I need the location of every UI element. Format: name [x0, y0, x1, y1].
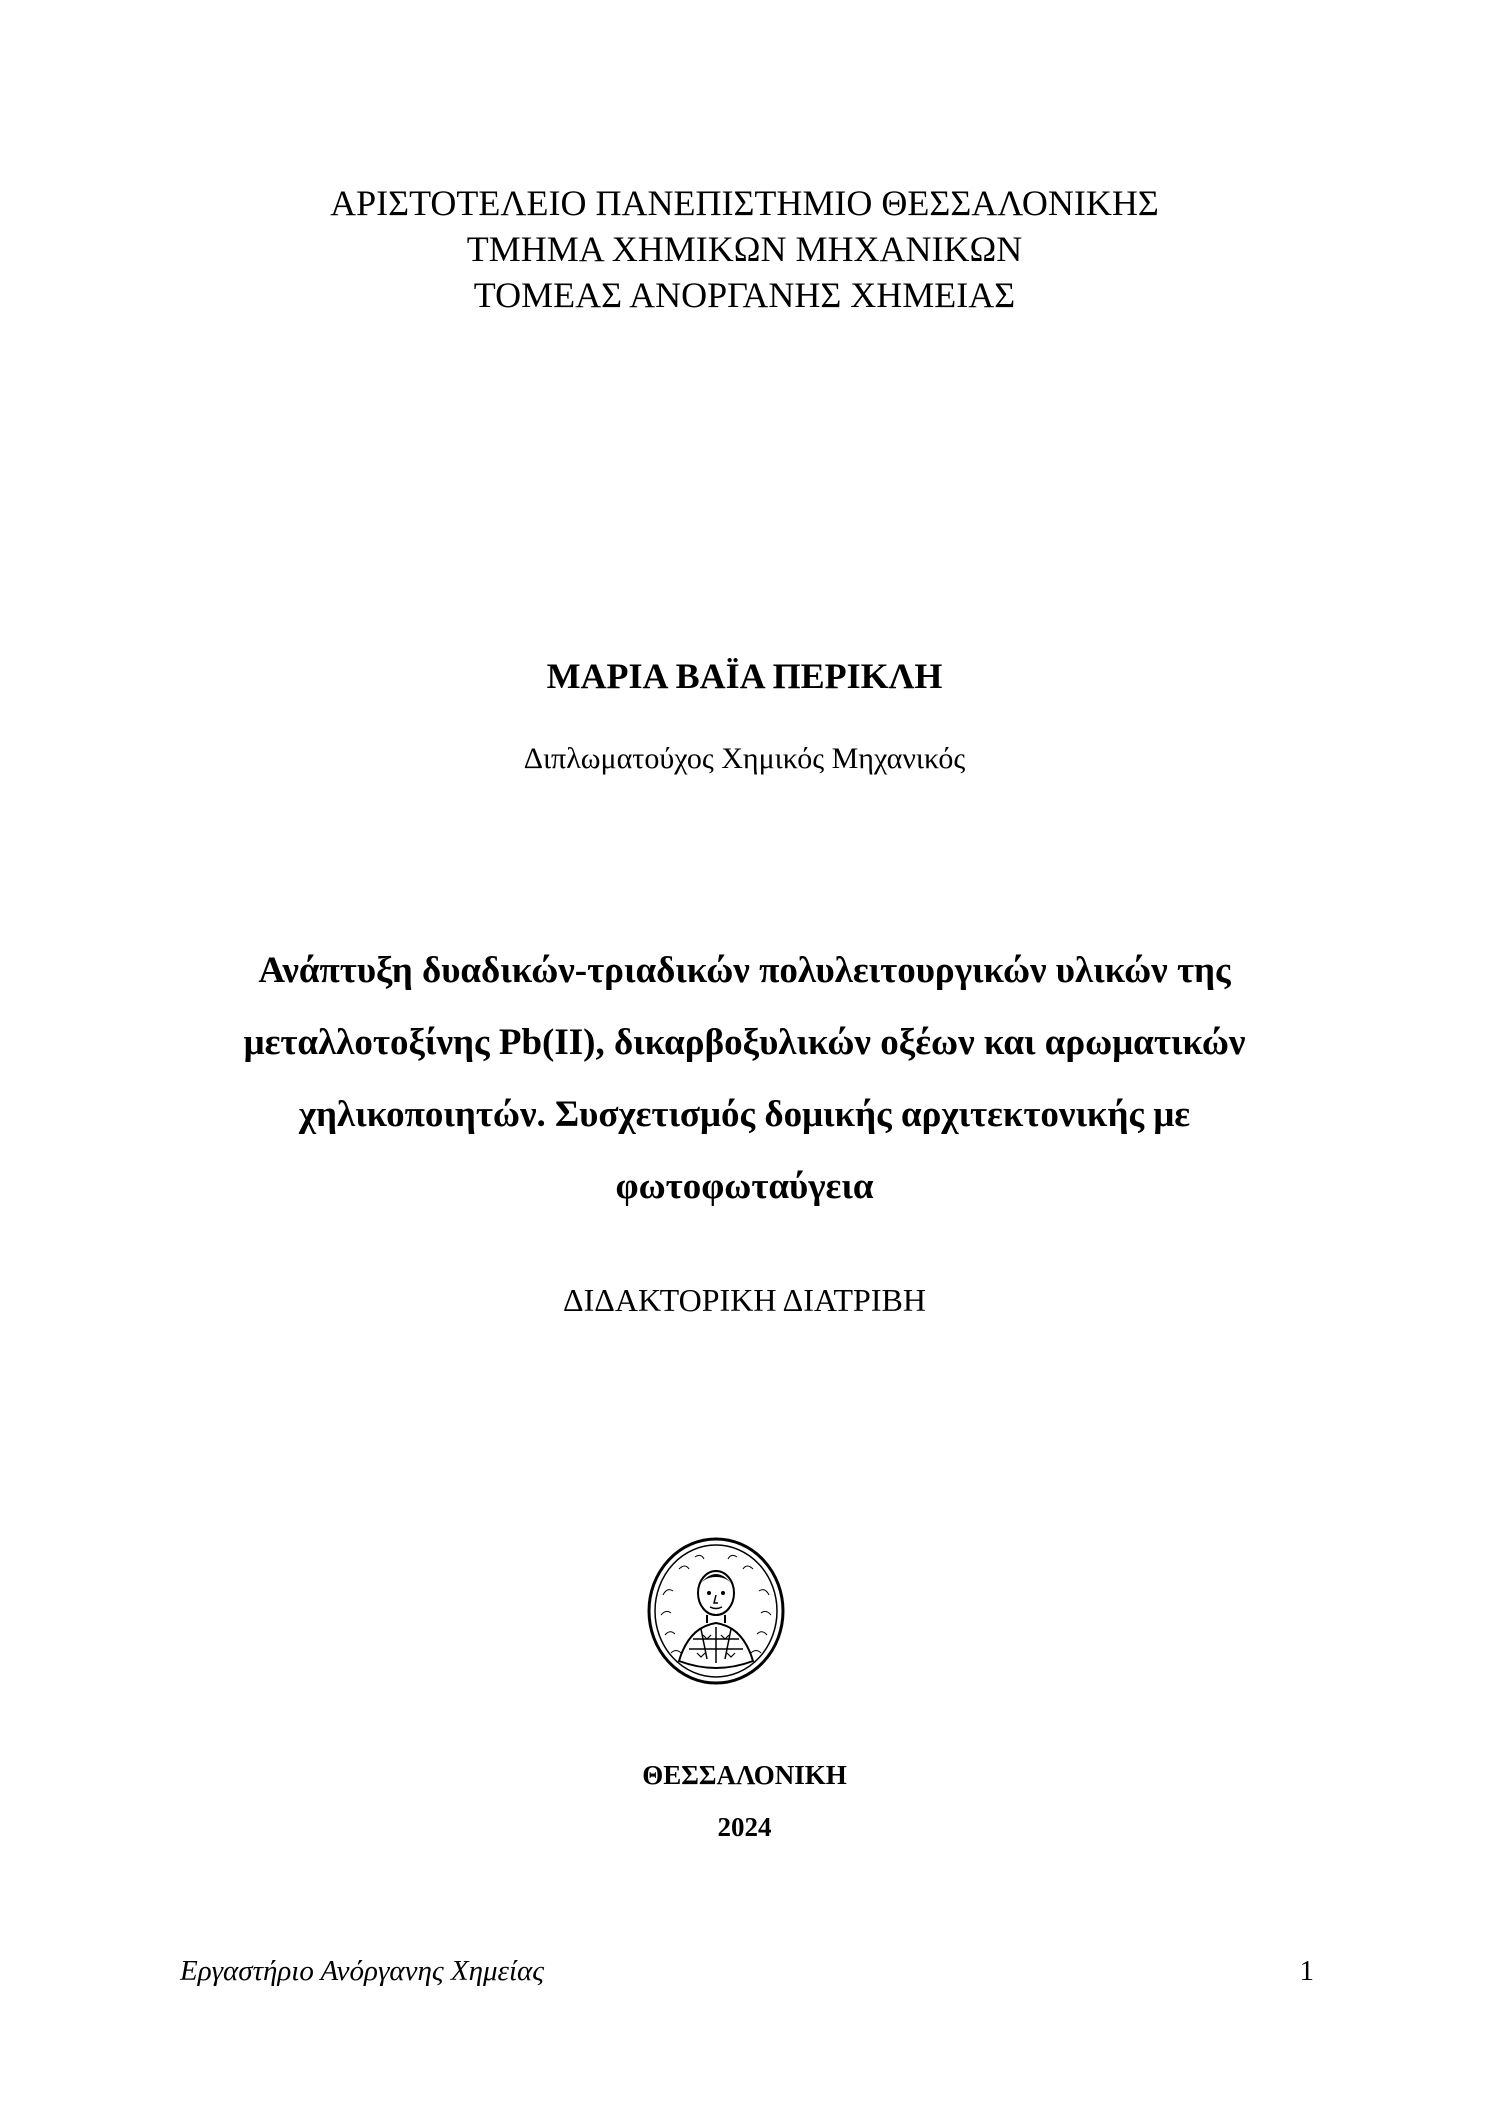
publication-year: 2024: [717, 1812, 772, 1842]
author-name: ΜΑΡΙΑ ΒΑΪΑ ΠΕΡΙΚΛΗ: [546, 656, 943, 696]
thesis-title-line: Ανάπτυξη δυαδικών-τριαδικών πολυλειτουργικών υλικών της: [258, 950, 1231, 991]
footer-lab-name: Εργαστήριο Ανόργανης Χημείας: [180, 1955, 545, 1987]
thesis-title-line: φωτοφωταύγεια: [615, 1166, 874, 1207]
thesis-type: ΔΙΔΑΚΤΟΡΙΚΗ ΔΙΑΤΡΙΒΗ: [563, 1282, 926, 1318]
place-of-publication: ΘΕΣΣΑΛΟΝΙΚΗ: [642, 1760, 847, 1790]
department-name: ΤΜΗΜΑ ΧΗΜΙΚΩΝ ΜΗΧΑΝΙΚΩΝ: [466, 229, 1023, 269]
institution-header: [0, 180, 1489, 318]
thesis-title-line: μεταλλοτοξίνης Pb(II), δικαρβοξυλικών οξέων και αρωματικών: [243, 1022, 1246, 1063]
thesis-title: [200, 935, 1289, 1223]
sector-name: ΤΟΜΕΑΣ ΑΝΟΡΓΑΝΗΣ ΧΗΜΕΙΑΣ: [473, 275, 1016, 315]
page-number: 1: [1299, 1955, 1314, 1987]
university-name: ΑΡΙΣΤΟΤΕΛΕΙΟ ΠΑΝΕΠΙΣΤΗΜΙΟ ΘΕΣΣΑΛΟΝΙΚΗΣ: [330, 183, 1159, 223]
thesis-title-line: χηλικοποιητών. Συσχετισμός δομικής αρχιτεκτονικής με: [298, 1094, 1191, 1135]
university-seal-icon: [645, 1535, 787, 1687]
author-degree: Διπλωματούχος Χημικός Μηχανικός: [523, 742, 966, 775]
